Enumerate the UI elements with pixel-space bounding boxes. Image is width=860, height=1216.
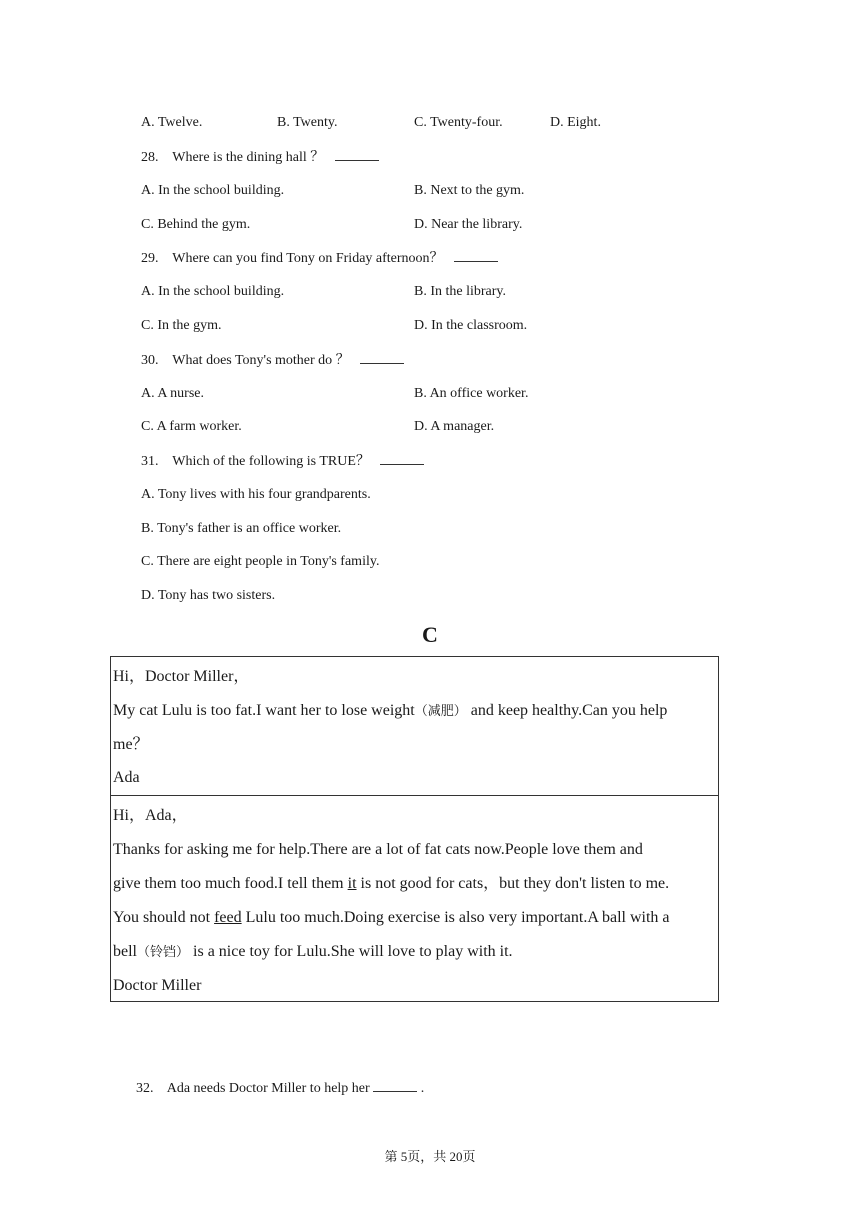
q31-option-a: A. Tony lives with his four grandparents. [141,487,371,502]
q29-option-c: C. In the gym. [141,318,222,333]
letter1-line2: me？ [113,736,149,753]
letter1-greeting: Hi，Doctor Miller， [113,668,250,685]
q28-option-d: D. Near the library. [414,217,523,232]
q29-text: Where can you find Tony on Friday afternoon？ [172,251,444,266]
letter2-signature: Doctor Miller [113,977,202,994]
letter2-line2-rest: is not good for cats，but they don't listen to me. [356,875,670,892]
q30-text: What does Tony's mother do ？ [172,353,350,368]
q32-stem [136,1079,424,1098]
letter2-underlined-it: it [347,875,357,892]
q28-text: Where is the dining hall ？ [172,150,325,165]
section-c-title: C [422,622,438,647]
q28-option-b: B. Next to the gym. [414,183,525,198]
q30-option-c: C. A farm worker. [141,419,242,434]
q29-answer-blank[interactable] [454,249,498,262]
letter2-line2-text: give them too much food.I tell them [113,875,348,892]
q27-option-c: C. Twenty-four. [414,115,503,130]
letter2-line3-rest: Lulu too much.Doing exercise is also very important.A ball with a [241,909,670,926]
q30-option-b: B. An office worker. [414,386,529,401]
q30-number: 30. [141,353,159,368]
q31-option-c: C. There are eight people in Tony's family. [141,554,380,569]
letter2-line3 [113,908,670,928]
q30-option-a: A. A nurse. [141,386,204,401]
letter2-gloss-bell: （铃铛） [137,945,190,960]
letter2-greeting: Hi，Ada， [113,807,188,824]
q27-option-d: D. Eight. [550,115,601,130]
letter2-line4 [113,942,513,963]
q27-option-b: B. Twenty. [277,115,338,130]
q29-option-a: A. In the school building. [141,284,285,299]
letter-from-ada [110,656,719,796]
letter1-signature: Ada [113,769,140,786]
letter2-line2 [113,874,669,894]
q28-number: 28. [141,150,159,165]
q32-tail: . [420,1081,425,1096]
q29-option-b: B. In the library. [414,284,507,299]
q30-option-d: D. A manager. [414,419,495,434]
q31-stem [141,452,424,471]
q32-number: 32. [136,1081,154,1096]
page-number-footer: 第 5页，共 20页 [384,1149,476,1164]
q31-number: 31. [141,454,159,469]
q28-answer-blank[interactable] [335,148,379,161]
letter2-underlined-feed: feed [214,909,242,926]
q27-option-a: A. Twelve. [141,115,203,130]
letter2-line4-rest: is a nice toy for Lulu.She will love to play with it. [189,943,513,960]
q28-option-a: A. In the school building. [141,183,285,198]
letter1-line1-text: My cat Lulu is too fat.I want her to lose weight [113,702,415,719]
q31-option-d: D. Tony has two sisters. [141,588,276,603]
q32-answer-blank[interactable] [373,1079,417,1092]
q31-answer-blank[interactable] [380,452,424,465]
q30-stem [141,351,404,370]
q28-stem [141,148,379,167]
q30-answer-blank[interactable] [360,351,404,364]
q31-option-b: B. Tony's father is an office worker. [141,521,342,536]
letter1-line1-rest: and keep healthy.Can you help [466,702,668,719]
letter2-line1: Thanks for asking me for help.There are a lot of fat cats now.People love them and [113,841,643,858]
q29-stem [141,249,498,268]
letter1-line1 [113,701,667,722]
letter-from-doctor-miller [110,795,719,1002]
q29-number: 29. [141,251,159,266]
q32-text: Ada needs Doctor Miller to help her [166,1081,370,1096]
letter2-line4-text: bell [113,943,137,960]
q31-text: Which of the following is TRUE？ [172,454,370,469]
q29-option-d: D. In the classroom. [414,318,528,333]
q28-option-c: C. Behind the gym. [141,217,251,232]
letter2-line3-text: You should not [113,909,215,926]
letter1-gloss-lose-weight: （减肥） [414,704,467,719]
